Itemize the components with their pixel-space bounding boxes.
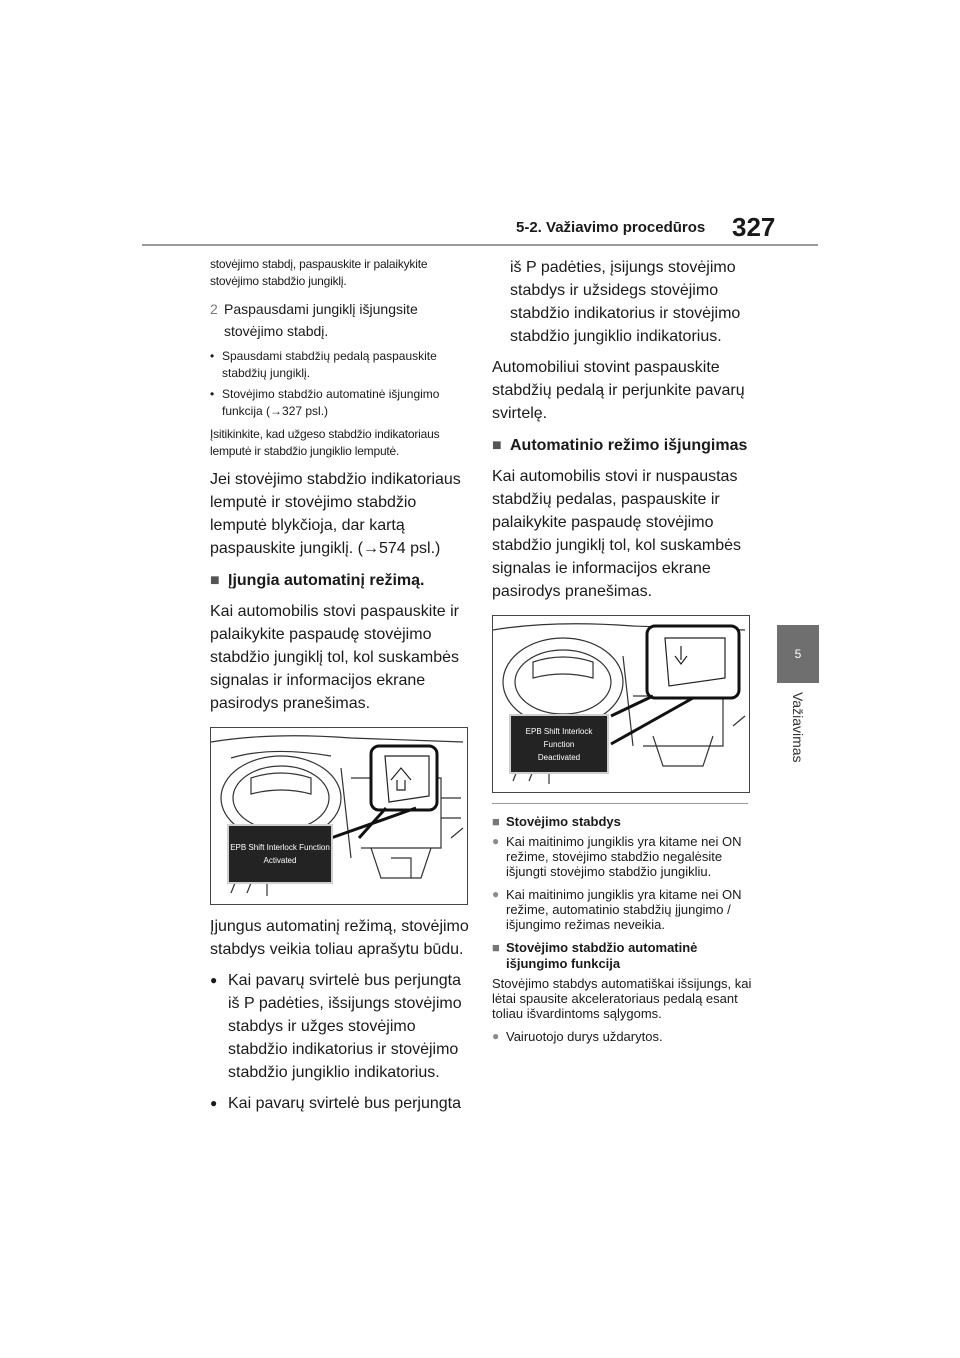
step-text: Paspausdami jungiklį išjungsite stovėjimo stabdį. [224,301,418,339]
header-rule [142,244,818,246]
auto-off-text: Kai automobilis stovi ir nuspaustas stabdžių pedalas, paspauskite ir palaikykite paspaudę stovėjimo stabdžio jungiklį tol, kol suskambės signalas ie informacijos ekrane pasirodys pranešimas. [492,468,742,600]
check-text: Įsitikinkite, kad užgeso stabdžio indikatoriaus lemputė ir stabdžio jungiklio lemputė. [210,427,440,458]
section-title: 5-2. Važiavimo procedūros [516,219,706,236]
continued-text: iš P padėties, įsijungs stovėjimo stabdys ir užsidegs stovėjimo stabdžio indikatorius ir stovėjimo stabdžio jungiklio indikatorius. [510,259,741,345]
note-heading: ■ Stovėjimo stabdžio automatinė išjungimo funkcija [492,940,698,971]
intro-text: stovėjimo stabdį, paspauskite ir palaikykite stovėjimo stabdžio jungiklį. [210,257,428,288]
left-column [210,256,470,1123]
auto-on-text: Kai automobilis stovi paspauskite ir palaikykite paspaudę stovėjimo stabdžio jungiklį tol, kol suskambės signalas ir informacijos ekrane pasirodys pranešimas. [210,603,460,712]
figure-activated [210,727,468,905]
chapter-tab: 5 [777,625,819,683]
after-figure-text: Įjungus automatinį režimą, stovėjimo stabdys veikia toliau aprašytu būdu. [210,918,469,958]
sub-bullet: • Spausdami stabdžių pedalą paspauskite stabdžių jungiklį. [210,349,437,380]
message-box-deactivated [509,714,609,774]
blink-text: Jei stovėjimo stabdžio indikatoriaus lemputė ir stovėjimo stabdžio lemputė blykčioja, dar kartą paspauskite jungiklį. (→574 psl.) [210,471,461,557]
message-line-2: Deactivated [537,752,581,762]
figure-deactivated [492,615,750,793]
message-line-1: EPB Shift Interlock Function [230,843,330,852]
note-item: ● Kai maitinimo jungiklis yra kitame nei ON režime, stovėjimo stabdžio negalėsite išjungti stovėjimo stabdžio jungikliu. [492,834,742,879]
note-heading: ■ Stovėjimo stabdys [492,814,621,829]
step-number: 2 [210,301,218,317]
right-column [492,256,754,1052]
chapter-label: Važiavimas [790,692,806,763]
heading-auto-on: ■ Įjungia automatinį režimą. [210,572,425,589]
message-box-activated [227,824,333,884]
note-item: ● Vairuotojo durys uždarytos. [492,1029,663,1044]
separator [492,803,748,804]
note-item: ● Kai maitinimo jungiklis yra kitame nei ON režime, automatinio stabdžių įjungimo / išjungimo režimas neveikia. [492,887,742,932]
message-line-2: Activated [263,856,297,865]
step-2 [210,298,470,342]
heading-auto-off: ■ Automatinio režimo išjungimas [492,437,748,454]
list-item: ● Kai pavarų svirtelė bus perjungta iš P padėties, išsijungs stovėjimo stabdys ir užges stovėjimo stabdžio indikatorius ir stovėjimo stabdžio jungiklio indikatorius. [210,972,462,1081]
sub-bullet: • Stovėjimo stabdžio automatinė išjungimo funkcija (→327 psl.) [210,387,440,418]
list-item: ● Kai pavarų svirtelė bus perjungta [210,1095,462,1112]
page-number: 327 [732,212,776,242]
message-line-1: EPB Shift Interlock Function [525,726,593,749]
note-text: Stovėjimo stabdys automatiškai išsijungs, kai lėtai spausite akceleratoriaus pedalą esant toliau išvardintoms sąlygoms. [492,976,752,1021]
paragraph: Automobiliui stovint paspauskite stabdžių pedalą ir perjunkite pavarų svirtelę. [492,359,745,422]
